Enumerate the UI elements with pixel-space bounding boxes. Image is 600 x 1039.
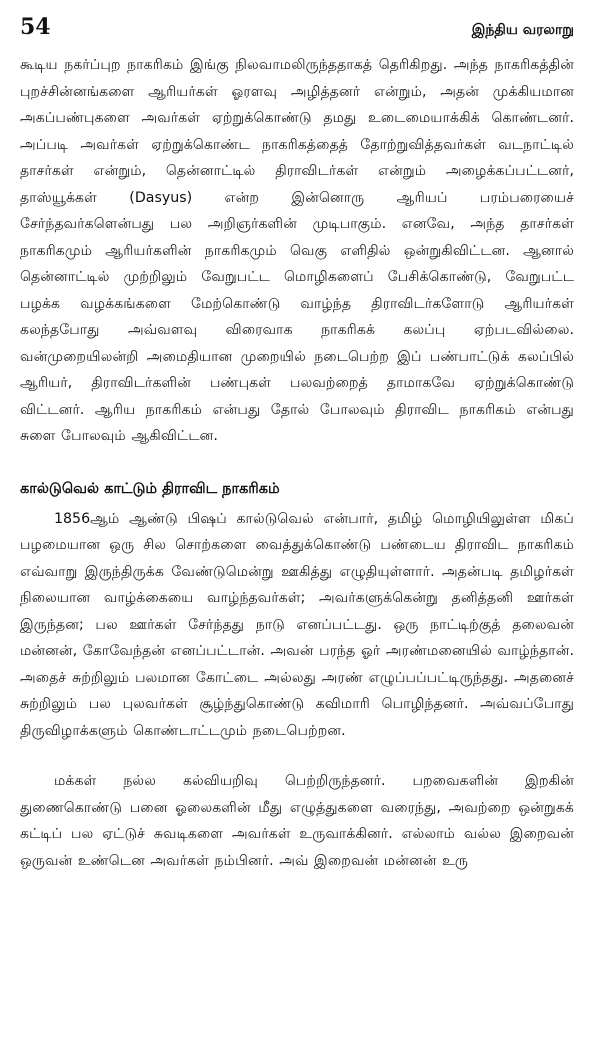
page-number: 54 xyxy=(20,14,51,40)
paragraph-1: கூடிய நகர்ப்புற நாகரிகம் இங்கு நிலவாமலிருந்ததாகத் தெரிகிறது. அந்த நாகரிகத்தின் புறச்சின்னங்களை ஆரியர்கள் ஓரளவு அழித்தனர் என்றும், அதன் முக்கியமான அகப்பண்புகளை அவர்கள் ஏற்றுக்கொண்டு தமது உடைமையாக்கிக் கொண்டனர். அப்படி அவர்கள் ஏற்றுக்கொண்ட நாகரிகத்தைத் தோற்றுவித்தவர்கள் வடநாட்டில் தாசர்கள் என்றும், தென்னாட்டில் திராவிடர்கள் என்றும் அழைக்கப்பட்டனர், தாஸ்யூக்கள் (Dasyus) என்ற இன்னொரு ஆரியப் பரம்பரையைச் சேர்ந்தவர்களென்பது பல அறிஞர்களின் முடிபாகும். எனவே, அந்த தாசர்கள் நாகரிகமும் ஆரியர்களின் நாகரிகமும் வெகு எளிதில் ஒன்றுகிவிட்டன. ஆனால் தென்னாட்டில் முற்றிலும் வேறுபட்ட மொழிகளைப் பேசிக்கொண்டு, வேறுபட்ட பழக்க வழக்கங்களை மேற்கொண்டு வாழ்ந்த திராவிடர்களோடு ஆரியர்கள் கலந்தபோது அவ்வளவு விரைவாக நாகரிகக் கலப்பு ஏற்படவில்லை. வன்முறையிலன்றி அமைதியான முறையில் நடைபெற்ற இப் பண்பாட்டுக் கலப்பில் ஆரியர், திராவிடர்களின் பண்புகள் பலவற்றைத் தாமாகவே ஏற்றுக்கொண்டு விட்டனர். ஆரிய நாகரிகம் என்பது தோல் போலவும் திராவிட நாகரிகம் என்பது சுளை போலவும் ஆகிவிட்டன. xyxy=(20,57,574,444)
section-heading: கால்டுவெல் காட்டும் திராவிட நாகரிகம் xyxy=(20,480,280,497)
paragraph-3: மக்கள் நல்ல கல்வியறிவு பெற்றிருந்தனர். பறவைகளின் இறகின் துணைகொண்டு பனை ஓலைகளின் மீது எழுத்துகளை வரைந்து, அவற்றை ஒன்றுகக் கட்டிப் பல ஏட்டுச் சுவடிகளை அவர்கள் உருவாக்கினர். எல்லாம் வல்ல இறைவன் ஒருவன் உண்டென அவர்கள் நம்பினர். அவ் இறைவன் மன்னன் உரு xyxy=(20,773,574,869)
spacer xyxy=(20,744,574,768)
running-title: இந்திய வரலாறு xyxy=(471,22,574,38)
spacer xyxy=(20,450,574,476)
page-header xyxy=(20,14,574,52)
paragraph-2: 1856ஆம் ஆண்டு பிஷப் கால்டுவெல் என்பார், தமிழ் மொழியிலுள்ள மிகப் பழமையான ஒரு சில சொற்களை வைத்துக்கொண்டு பண்டைய திராவிட நாகரிகம் எவ்வாறு இருந்திருக்க வேண்டுமென்று ஊகித்து எழுதியுள்ளார். அதன்படி தமிழர்கள் நிலையான வாழ்க்கையை வாழ்ந்தவர்கள்; அவர்களுக்கென்று தனித்தனி ஊர்கள் இருந்தன; பல ஊர்கள் சேர்ந்தது நாடு எனப்பட்டது. ஒரு நாட்டிற்குத் தலைவன் மன்னன், கோவேந்தன் எனப்பட்டான். அவன் பரந்த ஓர் அரண்மனையில் வாழ்ந்தான். அதைச் சுற்றிலும் பலமான கோட்டை அல்லது அரண் எழுப்பப்பட்டிருந்தது. அதனைச் சுற்றிலும் பல புலவர்கள் சூழ்ந்துகொண்டு கவிமாரி பொழிந்தனர். அவ்வப்போது திருவிழாக்களும் கொண்டாட்டமும் நடைபெற்றன. xyxy=(20,510,574,739)
